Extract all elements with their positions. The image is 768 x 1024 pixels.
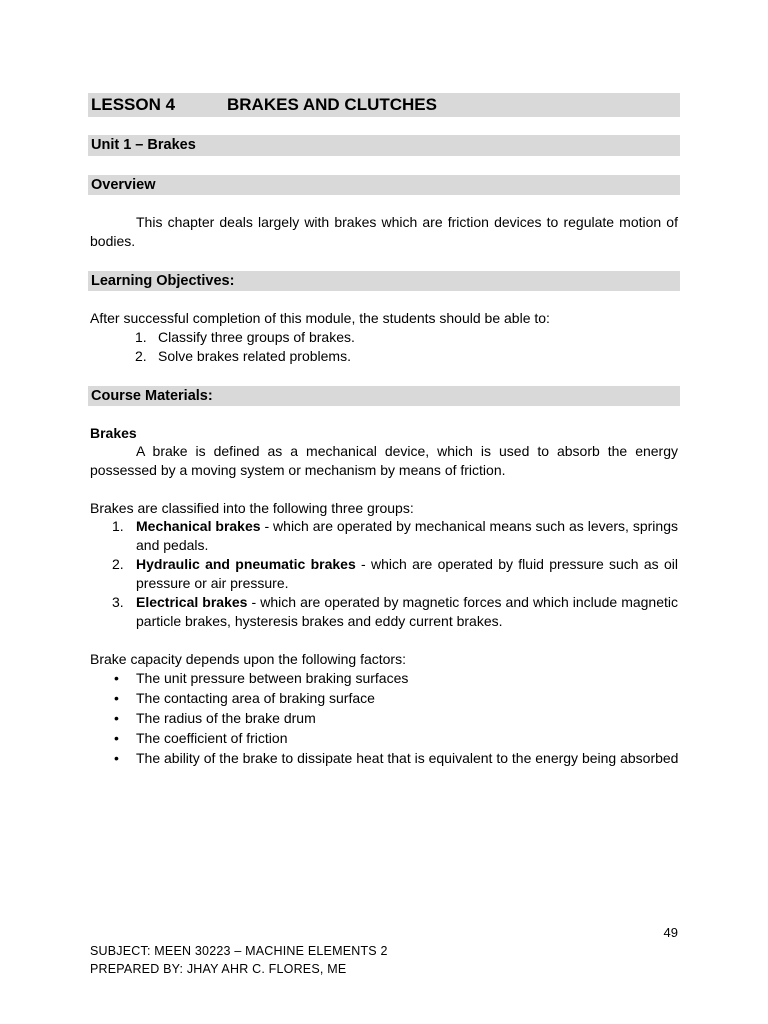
brakes-subheading: Brakes bbox=[90, 425, 137, 441]
bullet-icon: • bbox=[114, 670, 119, 686]
objectives-intro: After successful completion of this module, the students should be able to: bbox=[90, 310, 550, 326]
list-item: • The contacting area of braking surface bbox=[114, 690, 375, 706]
list-item: 2. Hydraulic and pneumatic brakes - which are operated by fluid pressure such as oil pressure or air pressure. bbox=[112, 556, 678, 591]
group-term: Mechanical brakes bbox=[136, 518, 261, 534]
bullet-icon: • bbox=[114, 690, 119, 706]
page-number: 49 bbox=[663, 925, 678, 940]
bullet-icon: • bbox=[114, 710, 119, 726]
list-item: 2. Solve brakes related problems. bbox=[135, 348, 351, 364]
lesson-heading bbox=[88, 93, 680, 117]
list-item: • The unit pressure between braking surfaces bbox=[114, 670, 409, 686]
group-term: Hydraulic and pneumatic brakes bbox=[136, 556, 356, 572]
list-item: 1. Classify three groups of brakes. bbox=[135, 329, 355, 345]
brake-groups-list bbox=[90, 517, 678, 631]
bullet-icon: • bbox=[114, 750, 119, 766]
bullet-icon: • bbox=[114, 730, 119, 746]
list-item: 1. Mechanical brakes - which are operated by mechanical means such as levers, springs and pedals. bbox=[112, 518, 678, 553]
brake-definition: A brake is defined as a mechanical device, which is used to absorb the energy possessed by a moving system or mechanism by means of friction. bbox=[90, 443, 678, 478]
list-item: • The coefficient of friction bbox=[114, 730, 288, 746]
list-item: • The radius of the brake drum bbox=[114, 710, 316, 726]
overview-heading: Overview bbox=[88, 175, 680, 195]
objectives-heading: Learning Objectives: bbox=[88, 271, 680, 291]
footer-prepared-by: PREPARED BY: JHAY AHR C. FLORES, ME bbox=[90, 962, 347, 976]
unit-heading: Unit 1 – Brakes bbox=[88, 135, 680, 156]
list-item: • The ability of the brake to dissipate heat that is equivalent to the energy being absorbed bbox=[114, 750, 679, 766]
materials-heading: Course Materials: bbox=[88, 386, 680, 406]
factors-intro: Brake capacity depends upon the following factors: bbox=[90, 651, 406, 667]
list-item: 3. Electrical brakes - which are operated by magnetic forces and which include magnetic particle brakes, hysteresis brakes and eddy current brakes. bbox=[112, 594, 679, 629]
lesson-title: BRAKES AND CLUTCHES bbox=[227, 95, 437, 114]
footer-subject: SUBJECT: MEEN 30223 – MACHINE ELEMENTS 2 bbox=[90, 944, 388, 958]
factors-list bbox=[90, 668, 690, 768]
objectives-list bbox=[90, 328, 678, 366]
groups-intro: Brakes are classified into the following three groups: bbox=[90, 500, 414, 516]
group-term: Electrical brakes bbox=[136, 594, 248, 610]
lesson-number: LESSON 4 bbox=[91, 95, 176, 114]
overview-text: This chapter deals largely with brakes which are friction devices to regulate motion of bodies. bbox=[90, 214, 678, 249]
